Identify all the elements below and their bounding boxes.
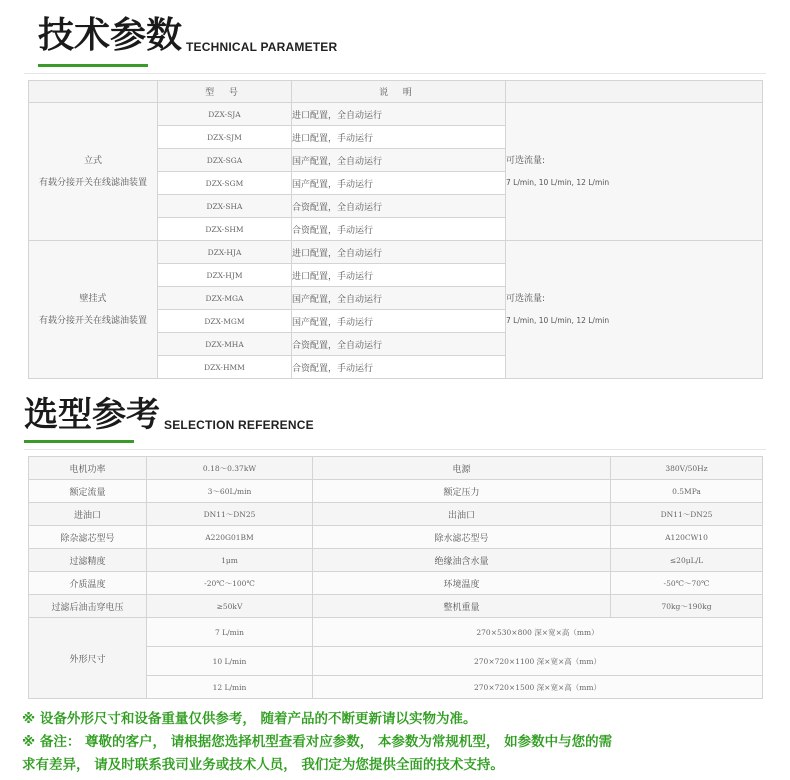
model-desc: 国产配置，全自动运行 xyxy=(292,149,506,172)
param-value: ≤20μL/L xyxy=(611,549,763,572)
model-desc: 进口配置，全自动运行 xyxy=(292,103,506,126)
param-label: 电源 xyxy=(313,457,611,480)
dims-label: 外形尺寸 xyxy=(29,618,147,699)
header-cell-empty xyxy=(29,81,158,103)
divider xyxy=(24,449,766,450)
model-desc: 合资配置，手动运行 xyxy=(292,218,506,241)
model-code: DZX-SHA xyxy=(158,195,292,218)
heading-underline xyxy=(24,440,134,443)
model-desc: 国产配置，手动运行 xyxy=(292,172,506,195)
param-label: 额定压力 xyxy=(313,480,611,503)
selection-reference-table xyxy=(28,456,763,699)
model-desc: 进口配置，全自动运行 xyxy=(292,241,506,264)
param-label: 除水滤芯型号 xyxy=(313,526,611,549)
param-label: 绝缘油含水量 xyxy=(313,549,611,572)
table-row xyxy=(29,457,763,480)
param-label: 额定流量 xyxy=(29,480,147,503)
group-name-wall-mounted: 壁挂式 有载分接开关在线滤油装置 xyxy=(29,241,158,379)
dims-flow: 12 L/min xyxy=(147,676,313,699)
table-row xyxy=(29,480,763,503)
model-code: DZX-HJA xyxy=(158,241,292,264)
param-label: 介质温度 xyxy=(29,572,147,595)
section-title-en: SELECTION REFERENCE xyxy=(164,418,314,432)
param-value: DN11～DN25 xyxy=(147,503,313,526)
model-code: DZX-MGA xyxy=(158,287,292,310)
model-desc: 合资配置，全自动运行 xyxy=(292,333,506,356)
table-row xyxy=(29,572,763,595)
param-value: ≥50kV xyxy=(147,595,313,618)
section-title-en: TECHNICAL PARAMETER xyxy=(186,40,338,54)
param-value: 3～60L/min xyxy=(147,480,313,503)
param-label: 过滤后油击穿电压 xyxy=(29,595,147,618)
param-label: 过滤精度 xyxy=(29,549,147,572)
table-row xyxy=(29,103,763,126)
param-label: 出油口 xyxy=(313,503,611,526)
dims-size: 270×720×1100 深×宽×高（mm） xyxy=(313,647,763,676)
divider xyxy=(24,73,766,74)
param-value: 1μm xyxy=(147,549,313,572)
heading-underline xyxy=(38,64,148,67)
param-value: 0.18～0.37kW xyxy=(147,457,313,480)
note-line: ※ 设备外形尺寸和设备重量仅供参考， 随着产品的不断更新请以实物为准。 xyxy=(22,711,477,727)
param-label: 整机重量 xyxy=(313,595,611,618)
model-code: DZX-HMM xyxy=(158,356,292,379)
param-value: 70kg～190kg xyxy=(611,595,763,618)
table-row xyxy=(29,595,763,618)
header-cell-empty xyxy=(506,81,763,103)
model-code: DZX-MHA xyxy=(158,333,292,356)
param-label: 电机功率 xyxy=(29,457,147,480)
flow-options-vertical: 可选流量: 7 L/min, 10 L/min, 12 L/min xyxy=(506,103,763,241)
model-code: DZX-SHM xyxy=(158,218,292,241)
dims-size: 270×530×800 深×宽×高（mm） xyxy=(313,618,763,647)
table-header-row xyxy=(29,81,763,103)
technical-parameter-table xyxy=(28,80,763,379)
notes xyxy=(22,708,772,777)
param-value: A120CW10 xyxy=(611,526,763,549)
model-desc: 进口配置，手动运行 xyxy=(292,264,506,287)
param-label: 除杂滤芯型号 xyxy=(29,526,147,549)
model-desc: 国产配置，全自动运行 xyxy=(292,287,506,310)
dims-flow: 10 L/min xyxy=(147,647,313,676)
model-code: DZX-SJM xyxy=(158,126,292,149)
flow-options-wall-mounted: 可选流量: 7 L/min, 10 L/min, 12 L/min xyxy=(506,241,763,379)
header-desc: 说 明 xyxy=(292,81,506,103)
table-row xyxy=(29,618,763,647)
param-value: A220G01BM xyxy=(147,526,313,549)
param-value: 380V/50Hz xyxy=(611,457,763,480)
param-value: 0.5MPa xyxy=(611,480,763,503)
model-code: DZX-MGM xyxy=(158,310,292,333)
model-desc: 合资配置，手动运行 xyxy=(292,356,506,379)
param-value: DN11～DN25 xyxy=(611,503,763,526)
model-code: DZX-SGM xyxy=(158,172,292,195)
param-value: -50℃～70℃ xyxy=(611,572,763,595)
section-title-cn: 技术参数 xyxy=(38,15,183,56)
dims-flow: 7 L/min xyxy=(147,618,313,647)
selection-reference-heading xyxy=(24,396,314,434)
param-value: -20℃～100℃ xyxy=(147,572,313,595)
section-title-cn: 选型参考 xyxy=(24,395,160,435)
dims-size: 270×720×1500 深×宽×高（mm） xyxy=(313,676,763,699)
model-code: DZX-SJA xyxy=(158,103,292,126)
model-desc: 国产配置，手动运行 xyxy=(292,310,506,333)
model-code: DZX-HJM xyxy=(158,264,292,287)
param-label: 进油口 xyxy=(29,503,147,526)
note-line: 求有差异， 请及时联系我司业务或技术人员， 我们定为您提供全面的技术支持。 xyxy=(22,757,504,773)
model-desc: 进口配置，手动运行 xyxy=(292,126,506,149)
table-row xyxy=(29,503,763,526)
group-name-vertical: 立式 有载分接开关在线滤油装置 xyxy=(29,103,158,241)
note-line: ※ 备注： 尊敬的客户， 请根据您选择机型查看对应参数， 本参数为常规机型， 如参数中与您的需 xyxy=(22,734,613,750)
model-desc: 合资配置，全自动运行 xyxy=(292,195,506,218)
param-label: 环境温度 xyxy=(313,572,611,595)
table-row xyxy=(29,526,763,549)
table-row xyxy=(29,549,763,572)
header-model: 型 号 xyxy=(158,81,292,103)
table-row xyxy=(29,241,763,264)
model-code: DZX-SGA xyxy=(158,149,292,172)
technical-parameter-heading xyxy=(38,16,337,56)
